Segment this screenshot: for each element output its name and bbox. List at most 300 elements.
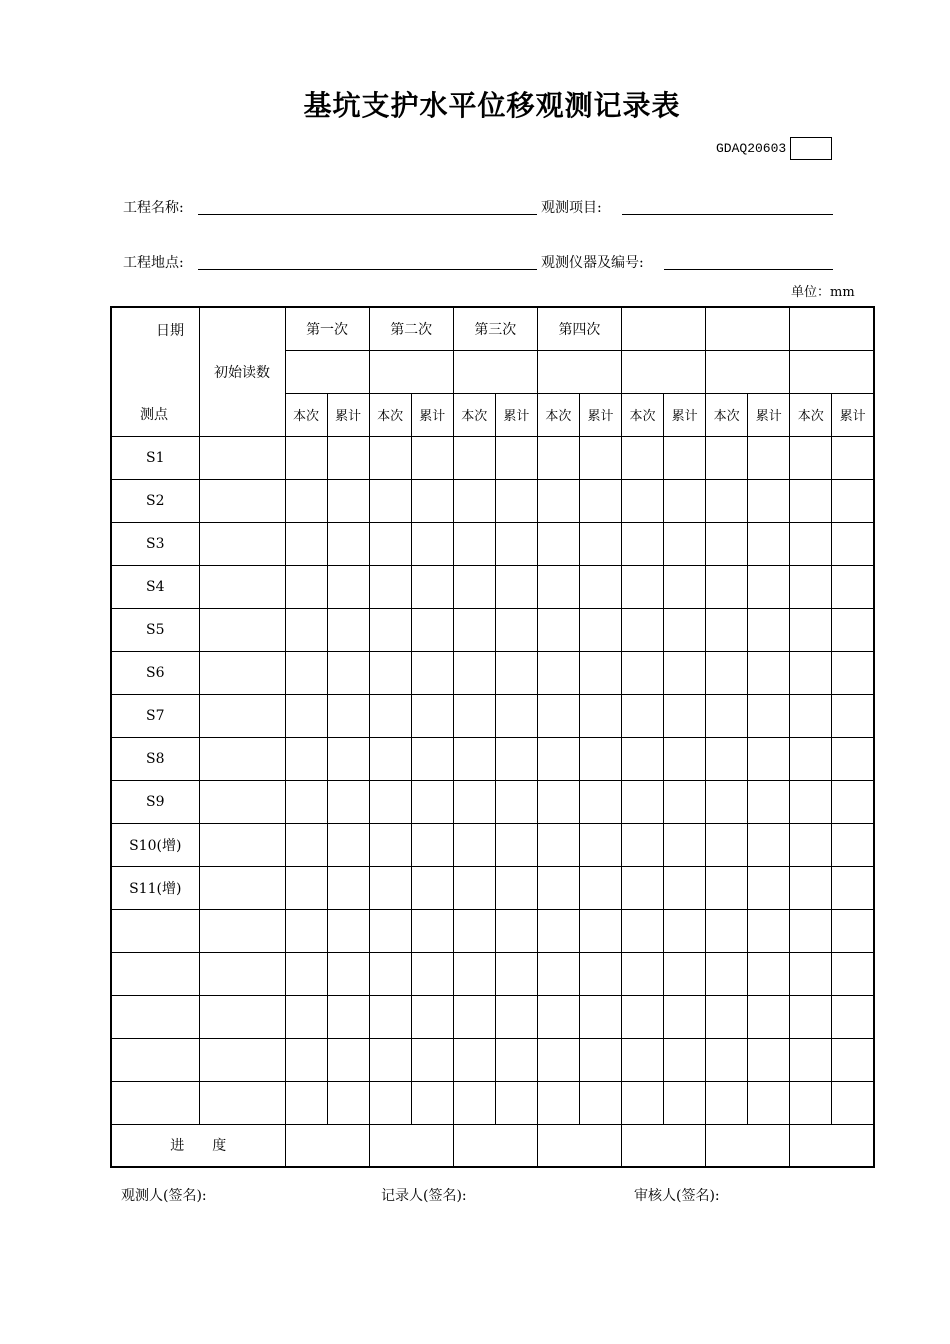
current-value-cell[interactable] bbox=[706, 436, 748, 479]
current-value-cell[interactable] bbox=[622, 995, 664, 1038]
current-value-cell[interactable] bbox=[369, 565, 411, 608]
current-value-cell[interactable] bbox=[706, 565, 748, 608]
current-value-cell[interactable] bbox=[369, 522, 411, 565]
observation-table bbox=[110, 306, 875, 1168]
round-date-cell[interactable] bbox=[285, 350, 369, 393]
round-header[interactable] bbox=[622, 307, 706, 350]
observation-item-field[interactable] bbox=[622, 214, 833, 215]
current-value-cell[interactable] bbox=[622, 436, 664, 479]
initial-reading-cell[interactable] bbox=[199, 1038, 285, 1081]
cumulative-value-cell[interactable] bbox=[495, 737, 537, 780]
current-value-cell[interactable] bbox=[706, 823, 748, 866]
current-value-cell[interactable] bbox=[537, 823, 579, 866]
cumulative-value-cell[interactable] bbox=[411, 952, 453, 995]
current-value-cell[interactable] bbox=[706, 522, 748, 565]
cumulative-value-cell[interactable] bbox=[832, 737, 874, 780]
point-id-cell: S7 bbox=[111, 694, 199, 737]
round-date-cell[interactable] bbox=[790, 350, 874, 393]
current-value-cell[interactable] bbox=[285, 479, 327, 522]
current-value-cell[interactable] bbox=[706, 737, 748, 780]
cumulative-value-cell[interactable] bbox=[748, 952, 790, 995]
current-value-cell[interactable] bbox=[790, 823, 832, 866]
table-row bbox=[111, 479, 874, 522]
current-value-cell[interactable] bbox=[285, 780, 327, 823]
progress-cell[interactable] bbox=[790, 1124, 874, 1167]
current-value-cell[interactable] bbox=[706, 780, 748, 823]
cumulative-value-cell[interactable] bbox=[748, 1038, 790, 1081]
point-id-cell: S2 bbox=[111, 479, 199, 522]
progress-cell[interactable] bbox=[369, 1124, 453, 1167]
current-value-cell[interactable] bbox=[790, 694, 832, 737]
cumulative-value-cell[interactable] bbox=[327, 909, 369, 952]
progress-cell[interactable] bbox=[285, 1124, 369, 1167]
cumulative-value-cell[interactable] bbox=[748, 823, 790, 866]
current-value-cell[interactable] bbox=[622, 866, 664, 909]
current-value-cell[interactable] bbox=[622, 737, 664, 780]
current-value-cell[interactable] bbox=[285, 651, 327, 694]
initial-reading-cell[interactable] bbox=[199, 479, 285, 522]
cumulative-value-cell[interactable] bbox=[832, 479, 874, 522]
current-value-cell[interactable] bbox=[706, 1081, 748, 1124]
cumulative-value-cell[interactable] bbox=[495, 909, 537, 952]
cumulative-value-cell[interactable] bbox=[495, 823, 537, 866]
current-value-cell[interactable] bbox=[369, 1081, 411, 1124]
current-value-cell[interactable] bbox=[790, 737, 832, 780]
instrument-label: 观测仪器及编号: bbox=[541, 255, 644, 271]
cumulative-value-cell[interactable] bbox=[327, 694, 369, 737]
project-name-field[interactable] bbox=[198, 214, 537, 215]
current-value-cell[interactable] bbox=[622, 1081, 664, 1124]
cumulative-value-cell[interactable] bbox=[748, 995, 790, 1038]
current-value-cell[interactable] bbox=[790, 651, 832, 694]
current-value-cell[interactable] bbox=[790, 866, 832, 909]
current-value-cell[interactable] bbox=[369, 823, 411, 866]
cumulative-value-cell[interactable] bbox=[495, 522, 537, 565]
current-value-cell[interactable] bbox=[453, 436, 495, 479]
cumulative-value-cell[interactable] bbox=[579, 995, 621, 1038]
current-value-cell[interactable] bbox=[369, 780, 411, 823]
current-value-cell[interactable] bbox=[369, 608, 411, 651]
initial-reading-cell[interactable] bbox=[199, 608, 285, 651]
current-value-cell[interactable] bbox=[285, 909, 327, 952]
current-value-cell[interactable] bbox=[285, 866, 327, 909]
cumulative-value-cell[interactable] bbox=[579, 1038, 621, 1081]
current-value-cell[interactable] bbox=[537, 780, 579, 823]
cumulative-value-cell[interactable] bbox=[579, 823, 621, 866]
current-value-cell[interactable] bbox=[537, 909, 579, 952]
cumulative-value-cell[interactable] bbox=[327, 952, 369, 995]
page-title: 基坑支护水平位移观测记录表 bbox=[303, 89, 681, 122]
date-point-header bbox=[111, 307, 199, 436]
current-value-cell[interactable] bbox=[622, 823, 664, 866]
current-value-cell[interactable] bbox=[453, 780, 495, 823]
initial-reading-cell[interactable] bbox=[199, 995, 285, 1038]
cumulative-value-cell[interactable] bbox=[327, 608, 369, 651]
cumulative-value-cell[interactable] bbox=[327, 565, 369, 608]
point-id-cell: S9 bbox=[111, 780, 199, 823]
point-id-cell[interactable] bbox=[111, 909, 199, 952]
current-value-cell[interactable] bbox=[453, 522, 495, 565]
current-value-cell[interactable] bbox=[453, 694, 495, 737]
current-value-cell[interactable] bbox=[790, 565, 832, 608]
initial-reading-cell[interactable] bbox=[199, 651, 285, 694]
cumulative-value-cell[interactable] bbox=[411, 737, 453, 780]
current-value-cell[interactable] bbox=[706, 995, 748, 1038]
point-id-cell: S6 bbox=[111, 651, 199, 694]
table-row bbox=[111, 565, 874, 608]
initial-reading-cell[interactable] bbox=[199, 694, 285, 737]
current-value-cell[interactable] bbox=[369, 1038, 411, 1081]
table-row bbox=[111, 866, 874, 909]
progress-cell[interactable] bbox=[453, 1124, 537, 1167]
cumulative-value-cell[interactable] bbox=[327, 823, 369, 866]
current-value-cell[interactable] bbox=[285, 737, 327, 780]
current-value-cell[interactable] bbox=[790, 780, 832, 823]
progress-cell[interactable] bbox=[622, 1124, 706, 1167]
cumulative-value-cell[interactable] bbox=[495, 952, 537, 995]
cumulative-value-cell[interactable] bbox=[495, 866, 537, 909]
cumulative-value-cell[interactable] bbox=[327, 522, 369, 565]
cumulative-value-cell[interactable] bbox=[495, 694, 537, 737]
cumulative-header: 累计 bbox=[411, 393, 453, 436]
current-value-cell[interactable] bbox=[537, 479, 579, 522]
cumulative-header: 累计 bbox=[495, 393, 537, 436]
cumulative-value-cell[interactable] bbox=[579, 780, 621, 823]
current-value-cell[interactable] bbox=[790, 522, 832, 565]
current-value-cell[interactable] bbox=[622, 651, 664, 694]
cumulative-value-cell[interactable] bbox=[579, 651, 621, 694]
point-id-cell[interactable] bbox=[111, 1081, 199, 1124]
cumulative-value-cell[interactable] bbox=[411, 522, 453, 565]
cumulative-value-cell[interactable] bbox=[327, 866, 369, 909]
cumulative-value-cell[interactable] bbox=[664, 866, 706, 909]
initial-reading-cell[interactable] bbox=[199, 436, 285, 479]
initial-reading-cell[interactable] bbox=[199, 823, 285, 866]
current-value-cell[interactable] bbox=[369, 479, 411, 522]
initial-reading-cell[interactable] bbox=[199, 952, 285, 995]
progress-cell[interactable] bbox=[706, 1124, 790, 1167]
cumulative-value-cell[interactable] bbox=[832, 995, 874, 1038]
cumulative-value-cell[interactable] bbox=[411, 1038, 453, 1081]
cumulative-value-cell[interactable] bbox=[664, 436, 706, 479]
current-value-cell[interactable] bbox=[706, 952, 748, 995]
cumulative-value-cell[interactable] bbox=[832, 1081, 874, 1124]
current-value-cell[interactable] bbox=[285, 565, 327, 608]
cumulative-value-cell[interactable] bbox=[327, 737, 369, 780]
initial-reading-cell[interactable] bbox=[199, 866, 285, 909]
current-value-cell[interactable] bbox=[790, 479, 832, 522]
current-value-cell[interactable] bbox=[537, 694, 579, 737]
current-value-cell[interactable] bbox=[285, 694, 327, 737]
cumulative-value-cell[interactable] bbox=[664, 565, 706, 608]
current-value-cell[interactable] bbox=[706, 694, 748, 737]
current-value-cell[interactable] bbox=[285, 1038, 327, 1081]
table-row bbox=[111, 737, 874, 780]
current-value-cell[interactable] bbox=[285, 823, 327, 866]
current-header: 本次 bbox=[453, 393, 495, 436]
current-value-cell[interactable] bbox=[285, 952, 327, 995]
current-value-cell[interactable] bbox=[537, 608, 579, 651]
current-value-cell[interactable] bbox=[537, 1081, 579, 1124]
cumulative-value-cell[interactable] bbox=[579, 565, 621, 608]
current-value-cell[interactable] bbox=[453, 608, 495, 651]
cumulative-header: 累计 bbox=[327, 393, 369, 436]
current-value-cell[interactable] bbox=[790, 909, 832, 952]
current-value-cell[interactable] bbox=[537, 1038, 579, 1081]
cumulative-value-cell[interactable] bbox=[832, 436, 874, 479]
cumulative-value-cell[interactable] bbox=[411, 866, 453, 909]
cumulative-value-cell[interactable] bbox=[579, 436, 621, 479]
cumulative-value-cell[interactable] bbox=[832, 522, 874, 565]
cumulative-value-cell[interactable] bbox=[832, 651, 874, 694]
cumulative-value-cell[interactable] bbox=[664, 651, 706, 694]
current-value-cell[interactable] bbox=[537, 651, 579, 694]
current-value-cell[interactable] bbox=[706, 608, 748, 651]
current-value-cell[interactable] bbox=[453, 995, 495, 1038]
cumulative-value-cell[interactable] bbox=[748, 780, 790, 823]
current-value-cell[interactable] bbox=[369, 952, 411, 995]
cumulative-value-cell[interactable] bbox=[411, 436, 453, 479]
cumulative-value-cell[interactable] bbox=[664, 479, 706, 522]
cumulative-value-cell[interactable] bbox=[748, 565, 790, 608]
current-value-cell[interactable] bbox=[369, 436, 411, 479]
instrument-field[interactable] bbox=[664, 269, 833, 270]
current-value-cell[interactable] bbox=[285, 1081, 327, 1124]
table-row bbox=[111, 522, 874, 565]
round-date-cell[interactable] bbox=[453, 350, 537, 393]
current-value-cell[interactable] bbox=[369, 995, 411, 1038]
cumulative-value-cell[interactable] bbox=[495, 479, 537, 522]
cumulative-header: 累计 bbox=[832, 393, 874, 436]
current-value-cell[interactable] bbox=[285, 522, 327, 565]
point-id-cell[interactable] bbox=[111, 952, 199, 995]
current-value-cell[interactable] bbox=[706, 1038, 748, 1081]
current-value-cell[interactable] bbox=[622, 479, 664, 522]
current-value-cell[interactable] bbox=[453, 737, 495, 780]
cumulative-value-cell[interactable] bbox=[411, 651, 453, 694]
cumulative-value-cell[interactable] bbox=[664, 737, 706, 780]
initial-reading-cell[interactable] bbox=[199, 522, 285, 565]
date-label: 日期 bbox=[156, 323, 184, 339]
cumulative-value-cell[interactable] bbox=[579, 737, 621, 780]
cumulative-value-cell[interactable] bbox=[664, 694, 706, 737]
current-value-cell[interactable] bbox=[706, 479, 748, 522]
current-value-cell[interactable] bbox=[790, 1081, 832, 1124]
current-header: 本次 bbox=[285, 393, 327, 436]
current-value-cell[interactable] bbox=[790, 436, 832, 479]
current-value-cell[interactable] bbox=[369, 866, 411, 909]
cumulative-value-cell[interactable] bbox=[411, 995, 453, 1038]
current-value-cell[interactable] bbox=[622, 694, 664, 737]
current-value-cell[interactable] bbox=[285, 608, 327, 651]
cumulative-value-cell[interactable] bbox=[411, 780, 453, 823]
cumulative-value-cell[interactable] bbox=[832, 866, 874, 909]
cumulative-value-cell[interactable] bbox=[748, 436, 790, 479]
table-row bbox=[111, 823, 874, 866]
current-value-cell[interactable] bbox=[706, 866, 748, 909]
initial-reading-cell[interactable] bbox=[199, 1081, 285, 1124]
cumulative-value-cell[interactable] bbox=[664, 952, 706, 995]
cumulative-value-cell[interactable] bbox=[832, 1038, 874, 1081]
cumulative-value-cell[interactable] bbox=[748, 651, 790, 694]
cumulative-value-cell[interactable] bbox=[832, 780, 874, 823]
cumulative-value-cell[interactable] bbox=[664, 522, 706, 565]
current-value-cell[interactable] bbox=[622, 565, 664, 608]
cumulative-value-cell[interactable] bbox=[579, 952, 621, 995]
cumulative-header: 累计 bbox=[664, 393, 706, 436]
current-value-cell[interactable] bbox=[453, 651, 495, 694]
initial-reading-cell[interactable] bbox=[199, 737, 285, 780]
cumulative-value-cell[interactable] bbox=[411, 1081, 453, 1124]
point-id-cell: S10(增) bbox=[111, 823, 199, 866]
cumulative-value-cell[interactable] bbox=[832, 909, 874, 952]
current-value-cell[interactable] bbox=[453, 1081, 495, 1124]
cumulative-value-cell[interactable] bbox=[579, 909, 621, 952]
current-value-cell[interactable] bbox=[537, 565, 579, 608]
current-value-cell[interactable] bbox=[453, 565, 495, 608]
initial-reading-cell[interactable] bbox=[199, 565, 285, 608]
cumulative-value-cell[interactable] bbox=[495, 1081, 537, 1124]
table-row bbox=[111, 1081, 874, 1124]
cumulative-value-cell[interactable] bbox=[495, 651, 537, 694]
unit-label: 单位：mm bbox=[791, 285, 855, 300]
round-header[interactable] bbox=[790, 307, 874, 350]
current-value-cell[interactable] bbox=[537, 522, 579, 565]
cumulative-value-cell[interactable] bbox=[327, 1038, 369, 1081]
round-date-cell[interactable] bbox=[369, 350, 453, 393]
cumulative-value-cell[interactable] bbox=[664, 995, 706, 1038]
current-value-cell[interactable] bbox=[453, 909, 495, 952]
initial-reading-cell[interactable] bbox=[199, 909, 285, 952]
cumulative-value-cell[interactable] bbox=[748, 479, 790, 522]
current-header: 本次 bbox=[537, 393, 579, 436]
point-id-cell[interactable] bbox=[111, 1038, 199, 1081]
current-value-cell[interactable] bbox=[706, 909, 748, 952]
current-value-cell[interactable] bbox=[453, 866, 495, 909]
current-value-cell[interactable] bbox=[622, 780, 664, 823]
current-value-cell[interactable] bbox=[369, 651, 411, 694]
point-id-cell[interactable] bbox=[111, 995, 199, 1038]
project-location-field[interactable] bbox=[198, 269, 537, 270]
current-value-cell[interactable] bbox=[453, 823, 495, 866]
cumulative-value-cell[interactable] bbox=[579, 522, 621, 565]
round-date-cell[interactable] bbox=[537, 350, 621, 393]
current-value-cell[interactable] bbox=[537, 866, 579, 909]
cumulative-value-cell[interactable] bbox=[411, 823, 453, 866]
round-date-cell[interactable] bbox=[622, 350, 706, 393]
current-value-cell[interactable] bbox=[453, 952, 495, 995]
current-value-cell[interactable] bbox=[537, 995, 579, 1038]
cumulative-value-cell[interactable] bbox=[411, 479, 453, 522]
current-value-cell[interactable] bbox=[622, 1038, 664, 1081]
current-value-cell[interactable] bbox=[790, 952, 832, 995]
cumulative-value-cell[interactable] bbox=[327, 1081, 369, 1124]
cumulative-value-cell[interactable] bbox=[327, 436, 369, 479]
current-value-cell[interactable] bbox=[706, 651, 748, 694]
current-value-cell[interactable] bbox=[285, 995, 327, 1038]
cumulative-value-cell[interactable] bbox=[495, 1038, 537, 1081]
cumulative-value-cell[interactable] bbox=[411, 565, 453, 608]
current-value-cell[interactable] bbox=[453, 479, 495, 522]
cumulative-value-cell[interactable] bbox=[664, 1038, 706, 1081]
cumulative-value-cell[interactable] bbox=[748, 608, 790, 651]
current-value-cell[interactable] bbox=[369, 694, 411, 737]
point-id-cell: S4 bbox=[111, 565, 199, 608]
round-header: 第三次 bbox=[453, 307, 537, 350]
cumulative-header: 累计 bbox=[579, 393, 621, 436]
initial-reading-header: 初始读数 bbox=[199, 307, 285, 436]
form-code-box[interactable] bbox=[790, 137, 832, 160]
cumulative-value-cell[interactable] bbox=[748, 737, 790, 780]
cumulative-value-cell[interactable] bbox=[832, 823, 874, 866]
current-value-cell[interactable] bbox=[790, 608, 832, 651]
cumulative-value-cell[interactable] bbox=[411, 909, 453, 952]
cumulative-value-cell[interactable] bbox=[411, 694, 453, 737]
cumulative-value-cell[interactable] bbox=[748, 522, 790, 565]
current-value-cell[interactable] bbox=[537, 952, 579, 995]
progress-cell[interactable] bbox=[537, 1124, 621, 1167]
cumulative-value-cell[interactable] bbox=[748, 866, 790, 909]
current-value-cell[interactable] bbox=[285, 436, 327, 479]
round-date-cell[interactable] bbox=[706, 350, 790, 393]
current-value-cell[interactable] bbox=[622, 952, 664, 995]
cumulative-value-cell[interactable] bbox=[664, 780, 706, 823]
cumulative-value-cell[interactable] bbox=[664, 823, 706, 866]
cumulative-value-cell[interactable] bbox=[327, 479, 369, 522]
current-value-cell[interactable] bbox=[622, 522, 664, 565]
cumulative-value-cell[interactable] bbox=[832, 952, 874, 995]
cumulative-value-cell[interactable] bbox=[748, 1081, 790, 1124]
cumulative-value-cell[interactable] bbox=[832, 608, 874, 651]
cumulative-value-cell[interactable] bbox=[495, 565, 537, 608]
project-name-label: 工程名称: bbox=[123, 200, 184, 216]
cumulative-value-cell[interactable] bbox=[748, 909, 790, 952]
current-value-cell[interactable] bbox=[790, 995, 832, 1038]
cumulative-value-cell[interactable] bbox=[579, 866, 621, 909]
cumulative-value-cell[interactable] bbox=[327, 651, 369, 694]
cumulative-value-cell[interactable] bbox=[832, 565, 874, 608]
cumulative-value-cell[interactable] bbox=[579, 479, 621, 522]
cumulative-value-cell[interactable] bbox=[411, 608, 453, 651]
point-id-cell: S11(增) bbox=[111, 866, 199, 909]
table-row bbox=[111, 780, 874, 823]
cumulative-value-cell[interactable] bbox=[495, 436, 537, 479]
current-value-cell[interactable] bbox=[622, 608, 664, 651]
cumulative-value-cell[interactable] bbox=[664, 1081, 706, 1124]
cumulative-value-cell[interactable] bbox=[495, 995, 537, 1038]
current-value-cell[interactable] bbox=[537, 436, 579, 479]
current-value-cell[interactable] bbox=[369, 909, 411, 952]
current-value-cell[interactable] bbox=[369, 737, 411, 780]
cumulative-value-cell[interactable] bbox=[327, 780, 369, 823]
current-value-cell[interactable] bbox=[453, 1038, 495, 1081]
round-header[interactable] bbox=[706, 307, 790, 350]
cumulative-value-cell[interactable] bbox=[495, 608, 537, 651]
cumulative-value-cell[interactable] bbox=[748, 694, 790, 737]
cumulative-value-cell[interactable] bbox=[579, 608, 621, 651]
cumulative-value-cell[interactable] bbox=[495, 780, 537, 823]
initial-reading-cell[interactable] bbox=[199, 780, 285, 823]
current-value-cell[interactable] bbox=[537, 737, 579, 780]
current-value-cell[interactable] bbox=[790, 1038, 832, 1081]
current-value-cell[interactable] bbox=[622, 909, 664, 952]
cumulative-value-cell[interactable] bbox=[832, 694, 874, 737]
cumulative-value-cell[interactable] bbox=[664, 608, 706, 651]
cumulative-value-cell[interactable] bbox=[664, 909, 706, 952]
cumulative-value-cell[interactable] bbox=[579, 694, 621, 737]
cumulative-value-cell[interactable] bbox=[327, 995, 369, 1038]
cumulative-value-cell[interactable] bbox=[579, 1081, 621, 1124]
